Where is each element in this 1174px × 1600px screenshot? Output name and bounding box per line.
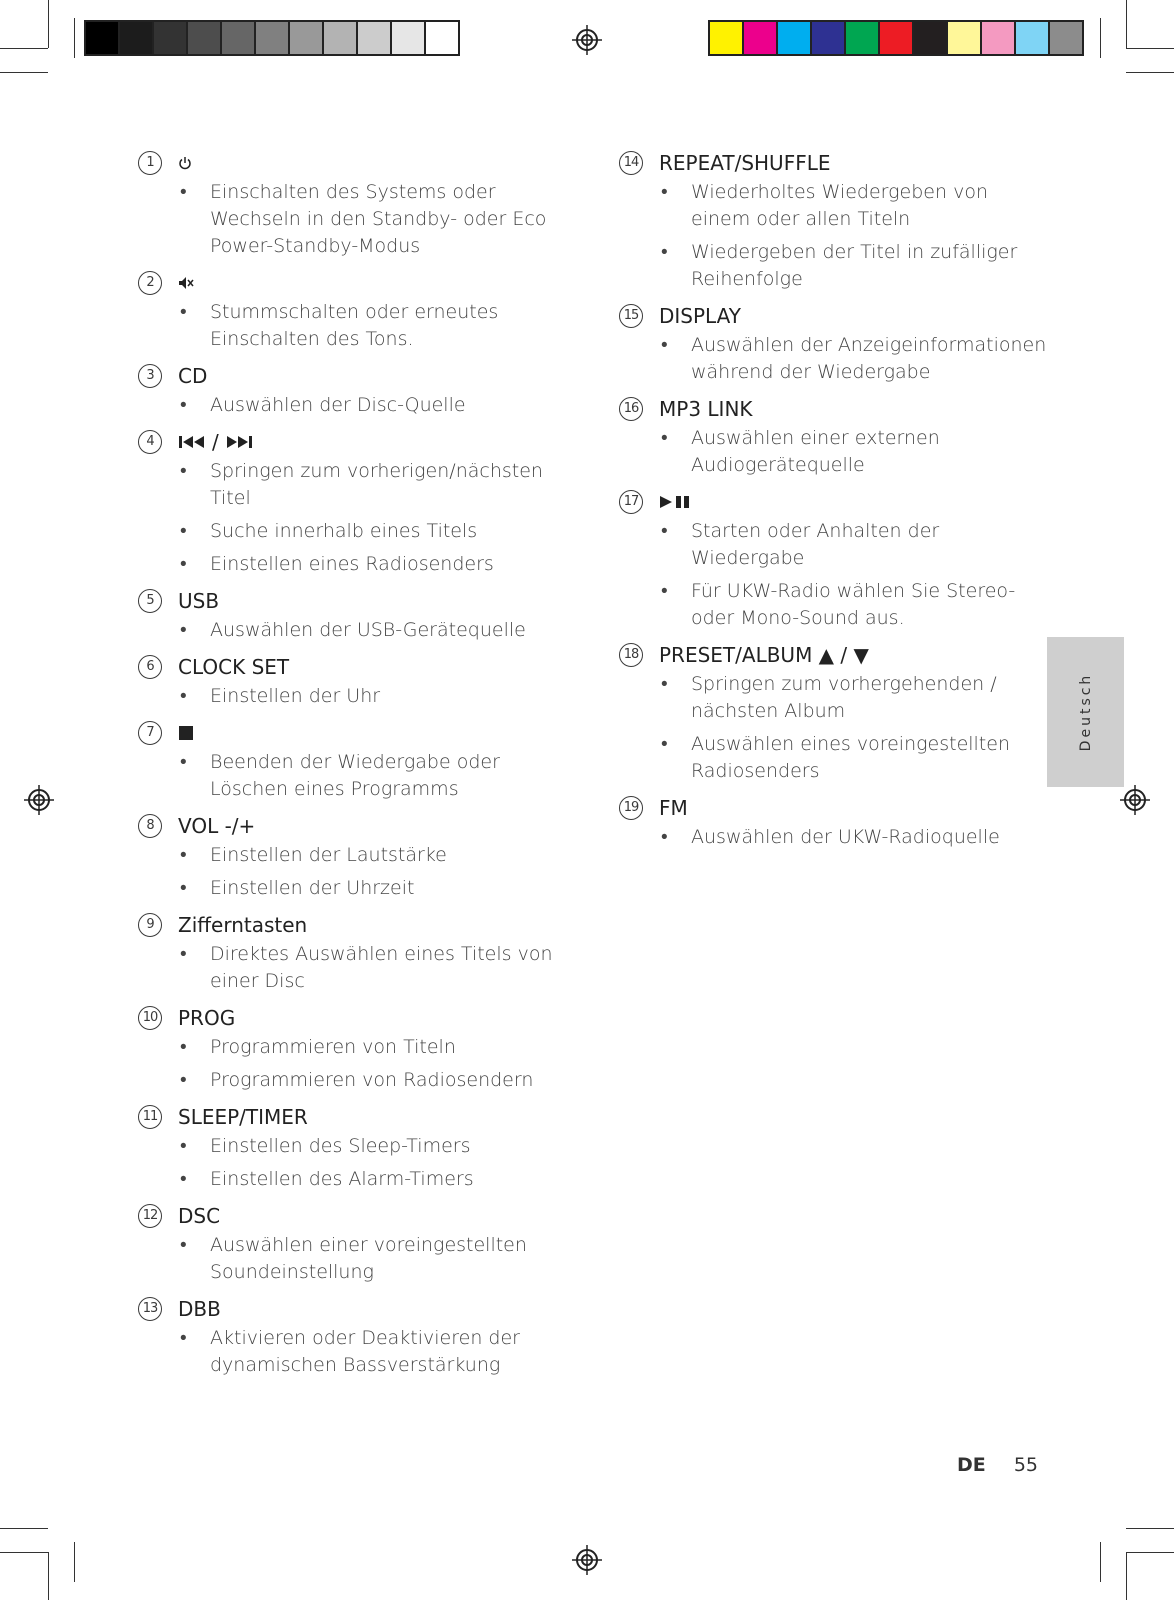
registration-mark-icon [572,25,602,55]
callout-number: 4 [138,430,162,454]
color-swatch [708,20,744,56]
description-item: • Aktivieren oder Deaktivieren der dynamischen Bassverstärkung [138,1325,578,1379]
callout-number: 11 [138,1105,162,1129]
control-label: PROG [178,1005,236,1030]
color-swatch [1050,20,1084,56]
control-item [619,299,1049,386]
description-list [619,671,1049,785]
callout-number: 17 [619,490,643,514]
control-item [138,359,578,419]
right-column [619,146,1049,857]
control-label: DSC [178,1203,221,1228]
control-item [138,1001,578,1094]
control-label: MP3 LINK [659,396,753,421]
color-swatch [222,20,256,56]
color-swatch [1016,20,1050,56]
color-swatch [84,20,120,56]
control-item [138,584,578,644]
control-heading [138,908,578,941]
crop-mark [48,0,49,48]
control-label: USB [178,588,220,613]
footer-language: DE [957,1454,986,1476]
description-list [138,1325,578,1379]
callout-number: 15 [619,304,643,328]
crop-mark [1126,1528,1174,1529]
color-swatch [392,20,426,56]
description-list [138,392,578,419]
control-item [619,146,1049,293]
description-list [138,683,578,710]
control-label: CLOCK SET [178,654,290,679]
description-list [138,1232,578,1286]
crop-mark [1126,1552,1127,1600]
color-swatch [812,20,846,56]
control-heading [619,638,1049,671]
description-item: • Programmieren von Radiosendern [138,1067,578,1094]
description-list [138,299,578,353]
description-item: • Programmieren von Titeln [138,1034,578,1061]
color-calibration-bar [708,20,1084,56]
control-label: / [212,429,219,454]
control-item [138,650,578,710]
control-label: CD [178,363,208,388]
control-label: REPEAT/SHUFFLE [659,150,831,175]
crop-mark [1126,48,1174,49]
description-list [619,824,1049,851]
description-item: • Auswählen der Anzeigeinformationen während der Wiedergabe [619,332,1049,386]
description-item: • Auswählen der UKW-Radioquelle [619,824,1049,851]
crop-mark [74,18,75,58]
control-heading [138,1100,578,1133]
control-heading [138,266,578,299]
control-item [138,1100,578,1193]
color-swatch [426,20,460,56]
control-item [138,809,578,902]
color-swatch [914,20,948,56]
control-item [138,425,578,578]
color-swatch [188,20,222,56]
color-swatch [290,20,324,56]
callout-number: 18 [619,643,643,667]
crop-mark [1126,72,1174,73]
description-item: • Auswählen der USB-Gerätequelle [138,617,578,644]
description-list [138,179,578,260]
control-label: PRESET/ALBUM ▲ / ▼ [659,642,869,667]
control-label: SLEEP/TIMER [178,1104,308,1129]
mute-icon [178,276,194,290]
control-heading [138,425,578,458]
callout-number: 14 [619,151,643,175]
description-item: • Auswählen einer externen Audiogerätequelle [619,425,1049,479]
description-list [138,1133,578,1193]
control-item [138,1292,578,1379]
control-heading [619,299,1049,332]
crop-mark [48,1552,49,1600]
description-item: • Springen zum vorherigen/nächsten Titel [138,458,578,512]
crop-mark [1126,0,1127,48]
language-side-tab [1047,637,1124,787]
description-item: • Wiedergeben der Titel in zufälliger Reihenfolge [619,239,1049,293]
crop-mark [74,1542,75,1582]
description-item: • Starten oder Anhalten der Wiedergabe [619,518,1049,572]
description-item: • Stummschalten oder erneutes Einschalten des Tons. [138,299,578,353]
color-swatch [744,20,778,56]
color-swatch [358,20,392,56]
gray-calibration-bar [84,20,460,56]
callout-number: 12 [138,1204,162,1228]
description-list [619,518,1049,632]
control-item [619,392,1049,479]
callout-number: 2 [138,271,162,295]
crop-mark [0,1552,48,1553]
control-label: VOL -/+ [178,813,256,838]
description-item: • Auswählen eines voreingestellten Radiosenders [619,731,1049,785]
crop-mark [0,72,48,73]
control-heading [138,650,578,683]
control-heading [138,359,578,392]
callout-number: 9 [138,913,162,937]
color-swatch [120,20,154,56]
callout-number: 13 [138,1297,162,1321]
crop-mark [1126,1552,1174,1553]
callout-number: 3 [138,364,162,388]
description-item: • Einstellen der Uhr [138,683,578,710]
description-list [619,179,1049,293]
control-item [138,716,578,803]
description-list [138,617,578,644]
description-item: • Beenden der Wiedergabe oder Löschen eines Programms [138,749,578,803]
page-number: 55 [1013,1454,1038,1476]
control-heading [619,485,1049,518]
skip-previous-icon [178,434,206,450]
control-heading [138,1292,578,1325]
control-label: DBB [178,1296,221,1321]
control-item [619,791,1049,851]
color-swatch [880,20,914,56]
color-swatch [324,20,358,56]
side-tab-label: Deutsch [1077,672,1094,752]
description-item: • Auswählen der Disc-Quelle [138,392,578,419]
callout-number: 7 [138,721,162,745]
color-swatch [982,20,1016,56]
description-item: • Wiederholtes Wiedergeben von einem oder allen Titeln [619,179,1049,233]
control-heading [138,1199,578,1232]
color-swatch [948,20,982,56]
callout-number: 8 [138,814,162,838]
description-item: • Einschalten des Systems oder Wechseln in den Standby- oder Eco Power-Standby-Modus [138,179,578,260]
left-column [138,146,578,1385]
registration-mark-icon [1120,785,1150,815]
registration-mark-icon [572,1545,602,1575]
control-heading [138,716,578,749]
control-heading [619,392,1049,425]
description-item: • Für UKW-Radio wählen Sie Stereo- oder Mono-Sound aus. [619,578,1049,632]
control-label: DISPLAY [659,303,742,328]
callout-number: 16 [619,397,643,421]
control-item [138,266,578,353]
callout-number: 10 [138,1006,162,1030]
description-item: • Einstellen der Lautstärke [138,842,578,869]
description-list [138,1034,578,1094]
control-heading [619,791,1049,824]
callout-number: 19 [619,796,643,820]
description-item: • Direktes Auswählen eines Titels von einer Disc [138,941,578,995]
callout-number: 5 [138,589,162,613]
crop-mark [1100,1542,1101,1582]
color-swatch [846,20,880,56]
description-list [138,749,578,803]
registration-mark-icon [24,785,54,815]
control-heading [138,1001,578,1034]
crop-mark [0,48,48,49]
callout-number: 1 [138,151,162,175]
power-icon [178,156,192,170]
description-item: • Einstellen des Sleep-Timers [138,1133,578,1160]
color-swatch [778,20,812,56]
description-list [138,842,578,902]
description-list [619,425,1049,479]
control-item [619,638,1049,785]
control-item [619,485,1049,632]
control-item [138,908,578,995]
description-item: • Springen zum vorhergehenden / nächsten Album [619,671,1049,725]
description-list [138,458,578,578]
callout-number: 6 [138,655,162,679]
stop-icon [178,725,194,741]
skip-next-icon [225,434,253,450]
description-item: • Auswählen einer voreingestellten Soundeinstellung [138,1232,578,1286]
control-heading [138,809,578,842]
play-pause-icon [659,494,693,510]
description-item: • Einstellen des Alarm-Timers [138,1166,578,1193]
description-list [138,941,578,995]
crop-mark [0,1528,48,1529]
control-item [138,146,578,260]
description-item: • Einstellen eines Radiosenders [138,551,578,578]
control-label: Zifferntasten [178,912,308,937]
control-heading [619,146,1049,179]
color-swatch [256,20,290,56]
control-heading [138,146,578,179]
description-list [619,332,1049,386]
control-heading [138,584,578,617]
crop-mark [1100,18,1101,58]
page-footer [957,1454,1038,1476]
description-item: • Einstellen der Uhrzeit [138,875,578,902]
control-item [138,1199,578,1286]
description-item: • Suche innerhalb eines Titels [138,518,578,545]
control-label: FM [659,795,688,820]
color-swatch [154,20,188,56]
